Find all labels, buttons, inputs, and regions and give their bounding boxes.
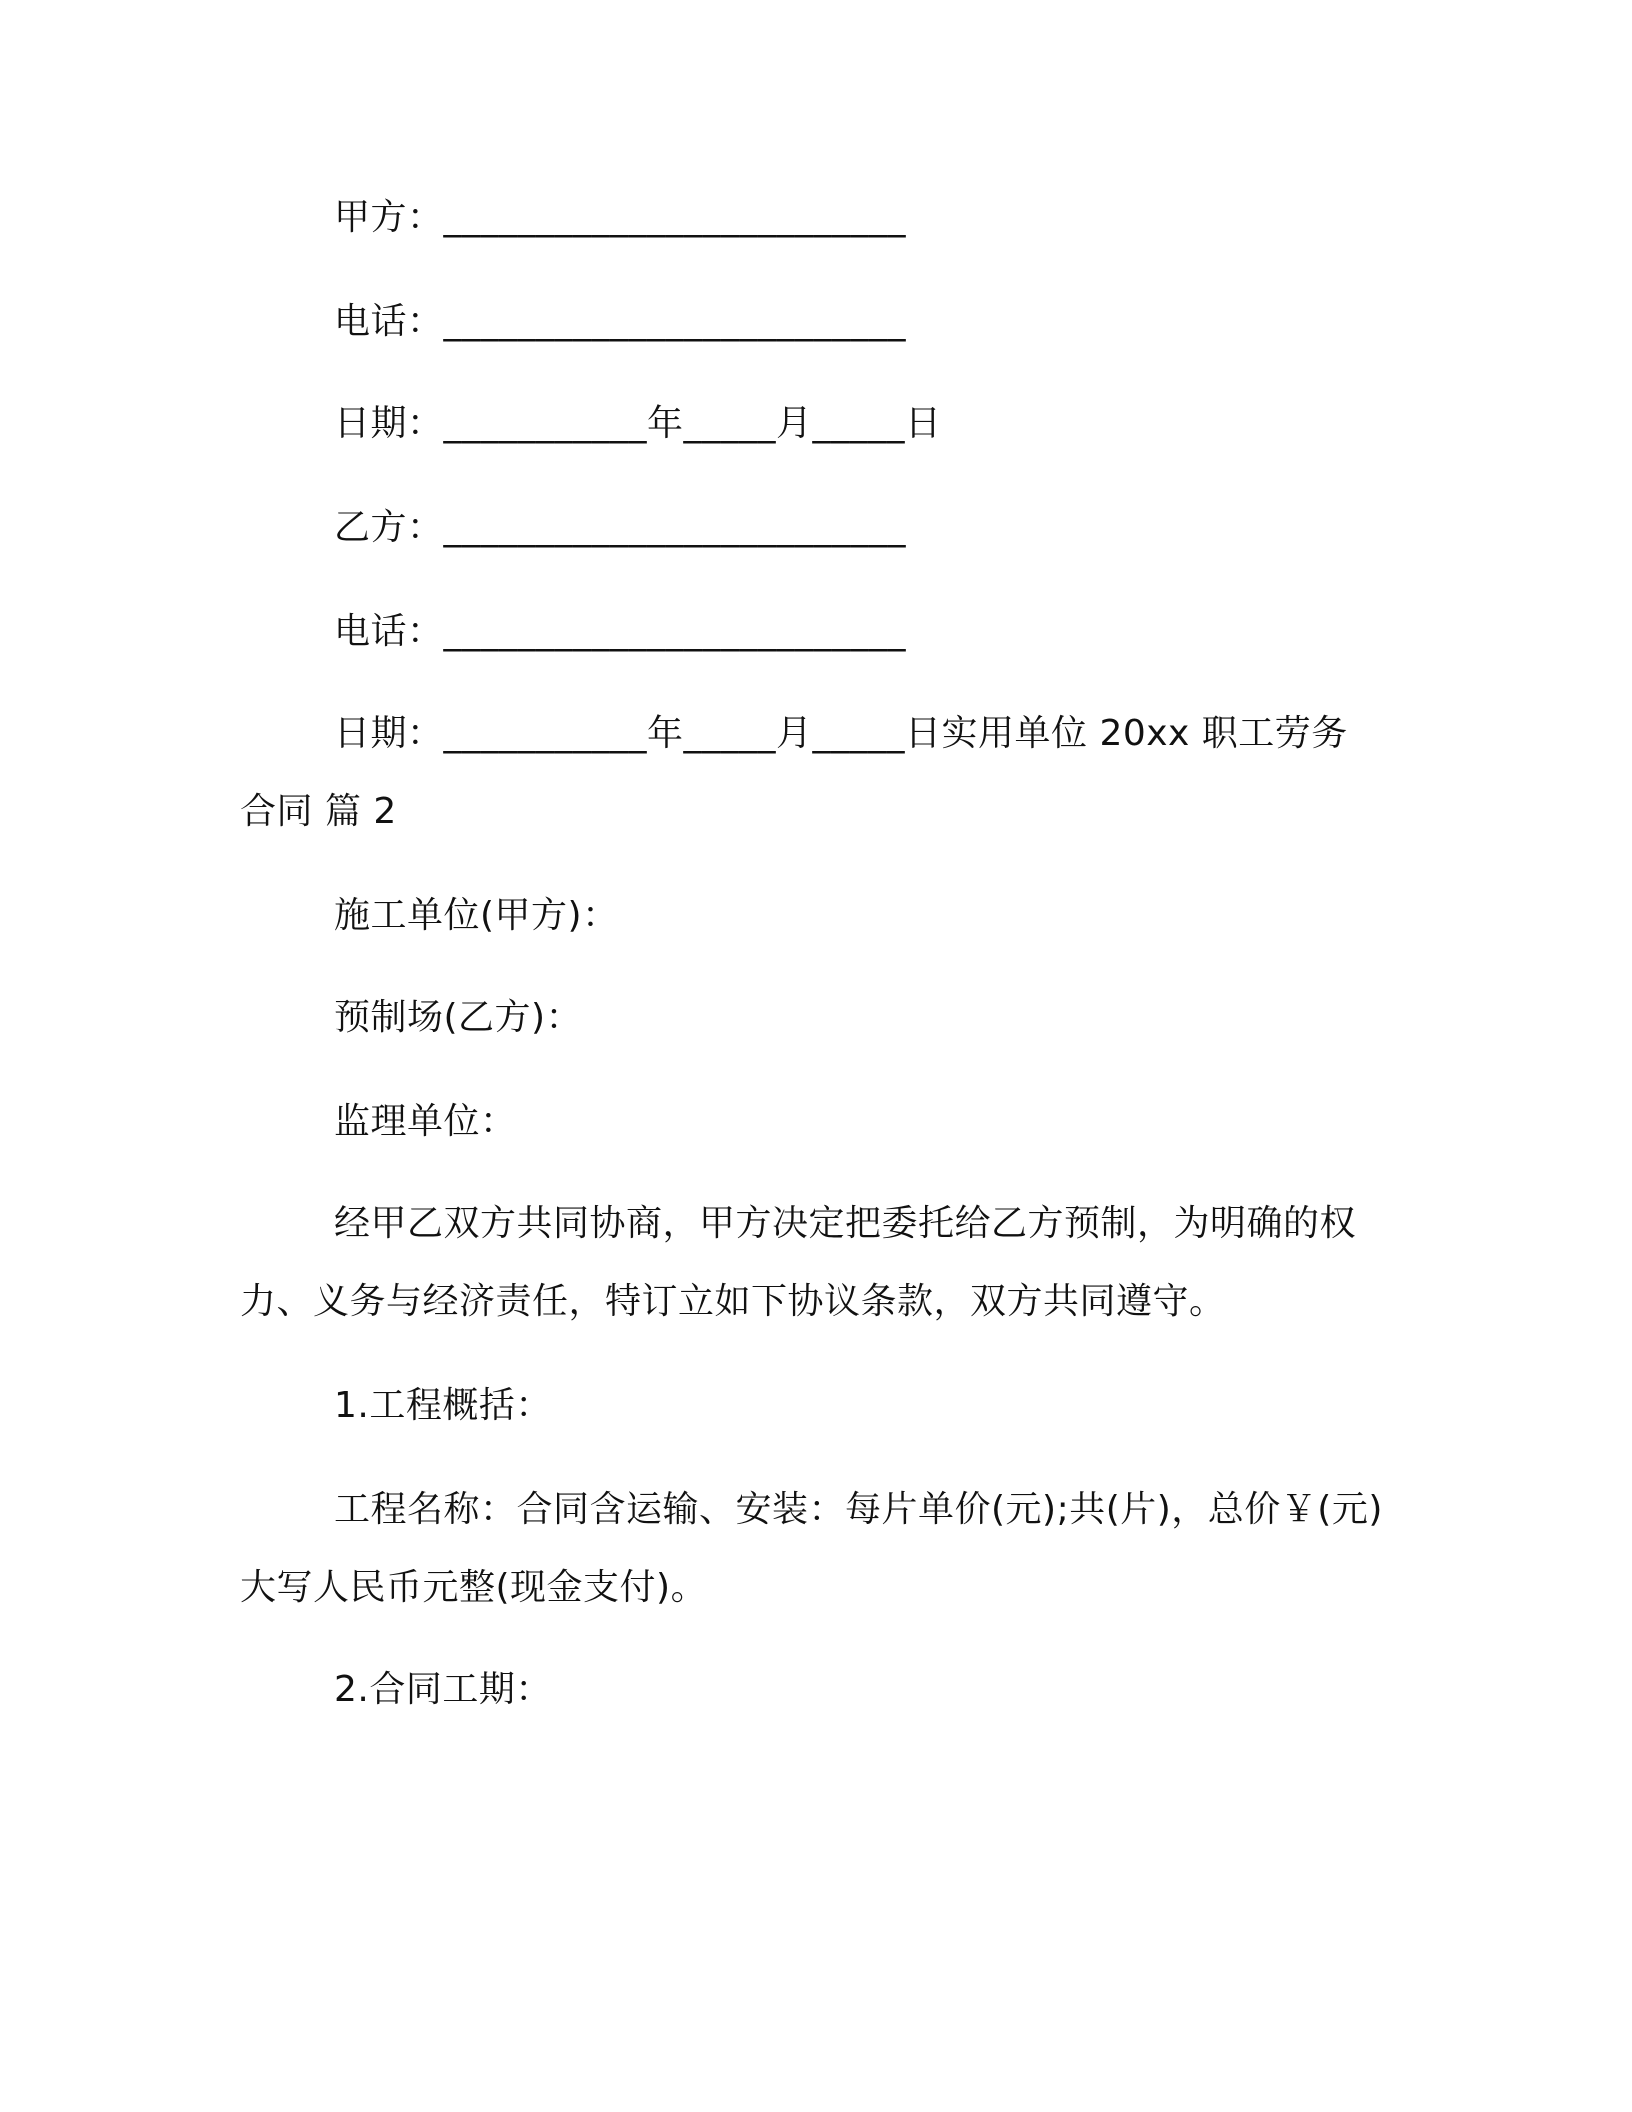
party-b-line: 乙方：_________________________ (334, 507, 907, 548)
party-a-date-line: 日期：___________年_____月_____日 (334, 403, 942, 444)
agreement-paragraph-line-1: 经甲乙双方共同协商，甲方决定把委托给乙方预制，为明确的权 (334, 1203, 1357, 1244)
supervision-unit-line: 监理单位： (334, 1101, 517, 1142)
clause-2-heading: 2.合同工期： (334, 1669, 552, 1710)
agreement-paragraph-line-2: 力、义务与经济责任，特订立如下协议条款，双方共同遵守。 (240, 1281, 1226, 1322)
party-b-phone-line: 电话：_________________________ (334, 611, 907, 652)
project-name-line-2: 大写人民币元整(现金支付)。 (240, 1567, 708, 1608)
party-a-phone-line: 电话：_________________________ (334, 301, 907, 342)
clause-1-heading: 1.工程概括： (334, 1385, 552, 1426)
prefab-site-line: 预制场(乙方)： (334, 997, 583, 1038)
project-name-line-1: 工程名称：合同含运输、安装：每片单价(元);共(片)，总价￥(元) (334, 1489, 1383, 1530)
party-a-line: 甲方：_________________________ (334, 197, 907, 238)
party-b-date-line: 日期：___________年_____月_____日实用单位 20xx 职工劳务 (334, 713, 1348, 754)
construction-unit-line: 施工单位(甲方)： (334, 895, 619, 936)
section-heading-continuation: 合同 篇 2 (240, 791, 397, 832)
